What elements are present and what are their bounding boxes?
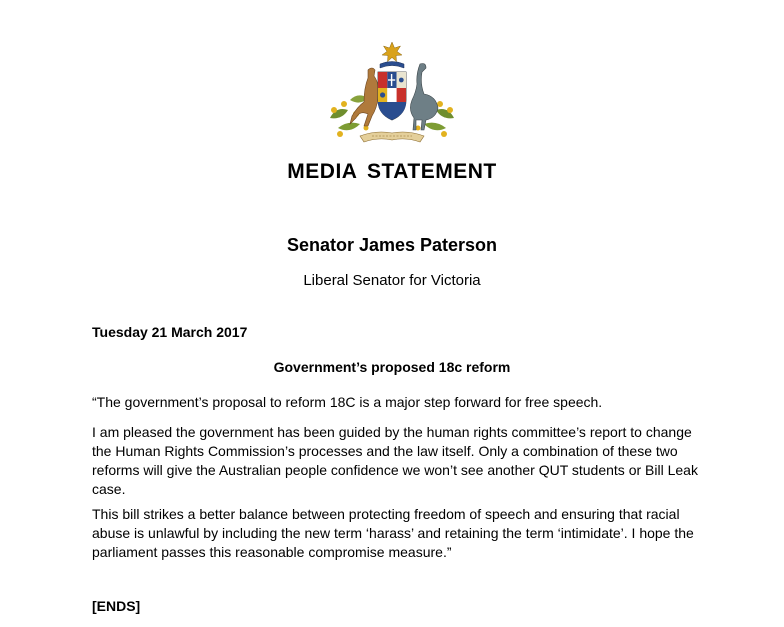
statement-heading: Government’s proposed 18c reform xyxy=(273,359,511,375)
ends-marker: [ENDS] xyxy=(92,598,141,614)
statement-paragraph-3: This bill strikes a better balance between protecting freedom of speech and ensuring that racial abuse is unlawful by including the new term ‘harass’ and retaining the term ‘intimidate’. I hope the parliament passes this reasonable compromise measure.” xyxy=(92,506,694,560)
australian-coat-of-arms-icon xyxy=(320,40,464,146)
statement-paragraph-2: I am pleased the government has been guided by the human rights committee’s report to change the Human Rights Commission’s processes and the law itself. Only a combination of these two reforms will give the Australian people confidence we won’t see another QUT students or Bill Leak case. xyxy=(92,424,698,497)
author-role: Liberal Senator for Victoria xyxy=(303,272,481,289)
statement-date: Tuesday 21 March 2017 xyxy=(92,324,248,340)
document-title: MEDIA STATEMENT xyxy=(287,160,497,183)
statement-paragraph-1: “The government’s proposal to reform 18C is a major step forward for free speech. xyxy=(92,394,603,410)
author-name: Senator James Paterson xyxy=(286,235,498,255)
